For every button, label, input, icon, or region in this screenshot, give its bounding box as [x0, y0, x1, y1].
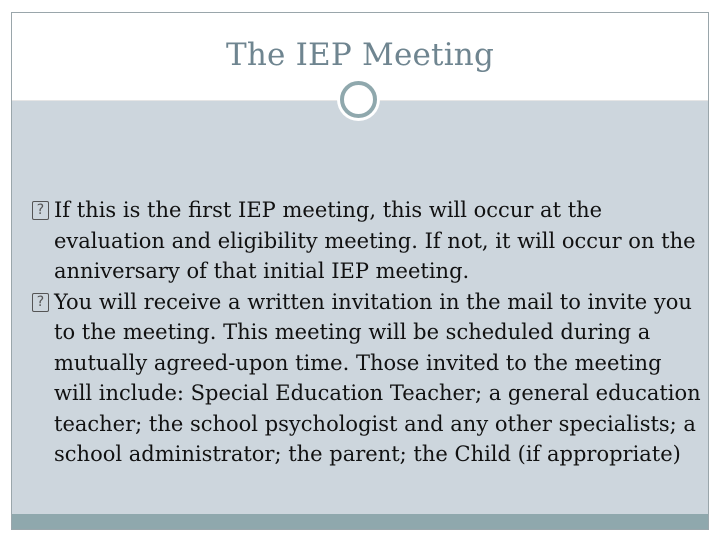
circle-ornament-icon	[340, 81, 377, 118]
missing-glyph-icon: ?	[32, 293, 49, 312]
bullet-text: If this is the first IEP meeting, this will occur at the evaluation and eligibility meeting. If not, it will occur on the anniversary of that initial IEP meeting.	[54, 198, 696, 283]
bullet-text: You will receive a written invitation in the mail to invite you to the meeting. This meeting will be scheduled during a mutually agreed-upon time. Those invited to the meeting will include: Special Education Teacher; a general education teacher; the school psychologist and any other specialists; a school administrator; the parent; the Child (if appropriate)	[54, 289, 701, 466]
bullet-item	[32, 195, 702, 287]
slide	[11, 12, 709, 530]
footer-bar	[12, 514, 708, 529]
missing-glyph-icon: ?	[32, 201, 49, 220]
slide-title: The IEP Meeting	[225, 37, 495, 73]
content-area	[12, 101, 708, 516]
bullet-list	[32, 195, 702, 470]
bullet-item	[32, 287, 702, 470]
